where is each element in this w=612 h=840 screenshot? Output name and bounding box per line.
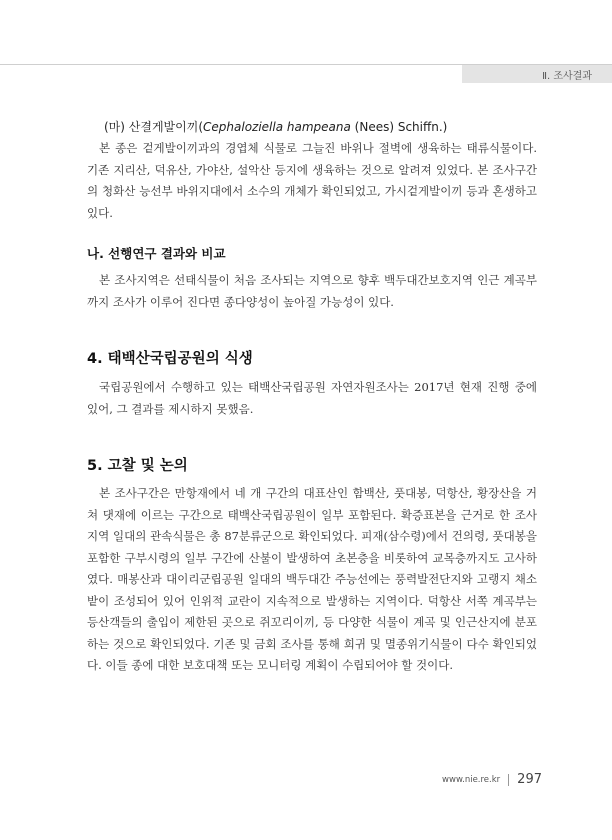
heading-prior-research-comparison: 나. 선행연구 결과와 비교 xyxy=(87,246,226,261)
page-footer xyxy=(442,772,542,787)
heading-section-5: 5. 고찰 및 논의 xyxy=(87,458,188,474)
paragraph-text: 본 조사구간은 만항재에서 네 개 구간의 대표산인 함백산, 풋대봉, 덕항산, 황장산을 거쳐 댓재에 이르는 구간으로 태백산국립공원이 일부 포함된다. 확증표본을 근거로 한 조사지역 일대의 관속식물은 총 87분류군으로 확인되었다. 피재(삼수령)에서 건의령, 풋대봉을 포함한 구부시령의 일부 구간에 산불이 발생하여 초본층을 비롯하여 교목층까지도 고사하였다. 매봉산과 대이리군립공원 일대의 백두대간 주능선에는 풍력발전단지와 고랭지 채소밭이 조성되어 있어 인위적 교란이 지속적으로 발생하는 지역이다. 덕항산 서쪽 계곡부는 등산객들의 출입이 제한된 곳으로 쥐꼬리이끼, 등 다양한 식물이 계곡 및 인근산지에 분포하는 것으로 확인되었다. 기존 및 금회 조사를 통해 희귀 및 멸종위기식물이 다수 확인되었다. 이들 종에 대한 보호대책 또는 모니터링 계획이 수립되어야 할 것이다. xyxy=(87,486,537,672)
footer-divider xyxy=(508,774,509,786)
paragraph-section-4 xyxy=(87,377,537,420)
subsection-heading-prefix: (마) 산결게발이끼( xyxy=(104,120,204,134)
paragraph-species-description xyxy=(87,138,537,224)
footer-url: www.nie.re.kr xyxy=(442,774,501,785)
subsection-heading-suffix: (Nees) Schiffn.) xyxy=(350,120,448,134)
running-header-section-label: Ⅱ. 조사결과 xyxy=(542,71,592,82)
heading-section-4: 4. 태백산국립공원의 식생 xyxy=(87,351,253,367)
paragraph-text: 국립공원에서 수행하고 있는 태백산국립공원 자연자원조사는 2017년 현재 진행 중에 있어, 그 결과를 제시하지 못했음. xyxy=(87,380,537,416)
page-number: 297 xyxy=(517,772,542,787)
paragraph-section-5 xyxy=(87,483,537,677)
paragraph-prior-research xyxy=(87,270,537,313)
scientific-name: Cephaloziella hampeana xyxy=(203,120,351,134)
paragraph-text: 본 조사지역은 선태식물이 처음 조사되는 지역으로 향후 백두대간보호지역 인근 계곡부까지 조사가 이루어 진다면 종다양성이 높아질 가능성이 있다. xyxy=(87,273,537,309)
paragraph-text: 본 종은 겉게발이끼과의 경엽체 식물로 그늘진 바위나 절벽에 생육하는 태류식물이다. 기존 지리산, 덕유산, 가야산, 설악산 등지에 생육하는 것으로 알려져 있었다. 본 조사구간의 청화산 능선부 바위지대에서 소수의 개체가 확인되었고, 가시겉게발이끼 등과 혼생하고 있다. xyxy=(87,141,537,220)
subsection-heading xyxy=(104,118,447,135)
